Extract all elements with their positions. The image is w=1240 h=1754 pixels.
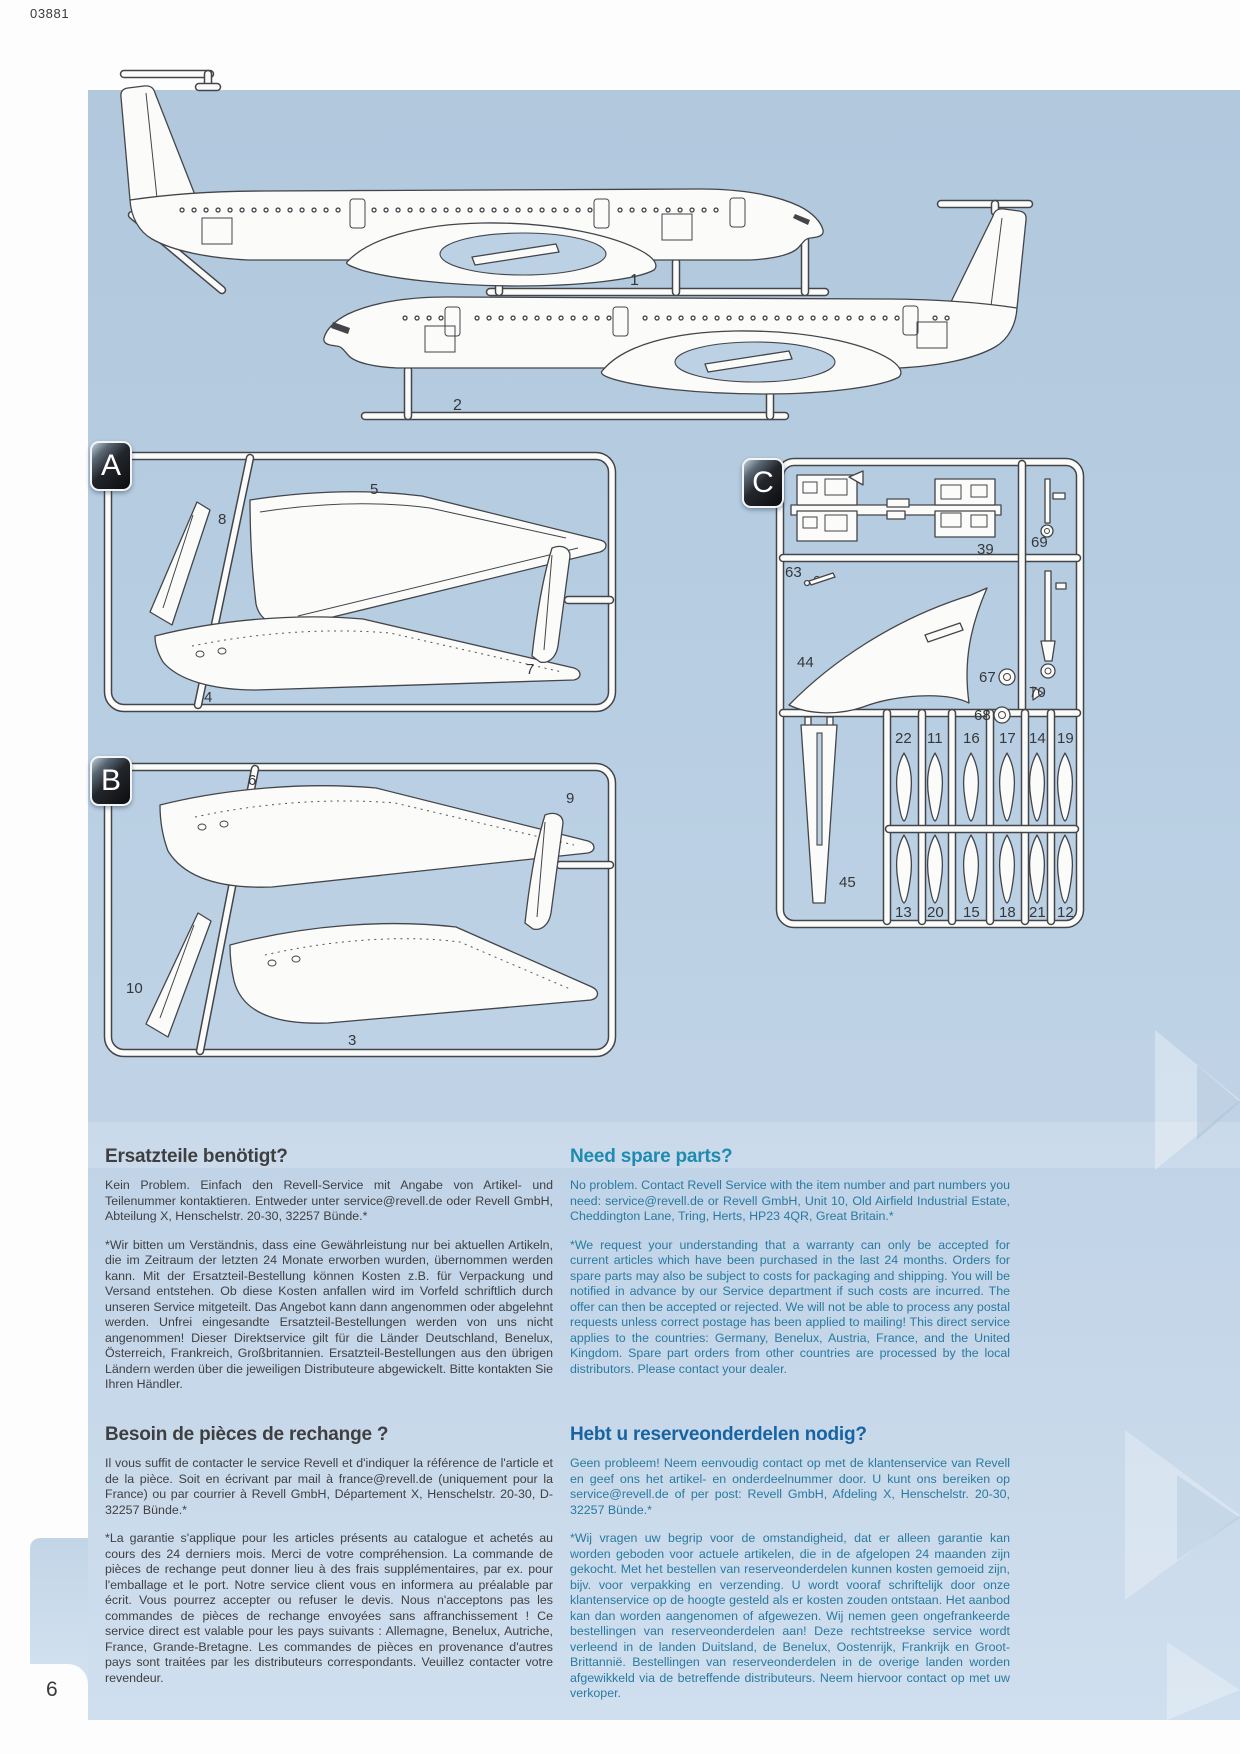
section-german-para2: *Wir bitten um Verständnis, dass eine Gewährleistung nur bei aktuellen Artikeln, die im Zeitraum der letzten 24 Monate erworben wurden, übernommen werden kann. Mit der Ersatzteil-Bestellung können Kosten z.B. für Verpackung und Versand entstehen. Ob diese Kosten anfallen wird im Vorfeld schriftlich durch unseren Service mitgeteilt. Das Angebot kann dann angenommen oder abgelehnt werden. Unfrei eingesandte Ersatzteil-Bestellungen werden von uns nicht angenommen! Dieser Direktservice gilt für die Länder Deutschland, Benelux, Österreich, Frankreich, Großbritannien. Ersatzteil-Bestellungen aus den übrigen Ländern werden über die jeweiligen Distributeure abgewickelt. Bitte kontakten Sie Ihren Händler. (105, 1237, 553, 1391)
part-number-label: 22 (895, 730, 912, 747)
part-number-label: 3 (348, 1032, 357, 1049)
part-number-label: 70 (1029, 684, 1046, 701)
sprue-a-drawing (100, 440, 620, 715)
section-german-para1: Kein Problem. Einfach den Revell-Service mit Angabe von Artikel- und Teilenummer kontaktieren. Entweder unter service@revell.de oder Revell GmbH, Abteilung X, Henschelstr. 20-30, 32257 Bünde.* (105, 1178, 553, 1223)
section-dutch-para2: *Wij vragen uw begrip voor de omstandigheid, dat er alleen garantie kan worden geboden voor actuele artikelen, die in de afgelopen 24 maanden zijn gekocht. Met het bestellen van reserveonderdelen kunnen kosten gemoeid zijn, bijv. voor verpakking en verzending. U wordt vooraf schriftelijk door onze klantenservice op de hoogte gesteld als er kosten zouden ontstaan. Het aanbod kan dan worden aangenomen of afgewezen. Wij nemen geen ongefrankeerde bestellingen van reserveonderdelen aan! Deze rechtstreekse service wordt verleend in de landen Duitsland, de Benelux, Oostenrijk, Frankrijk en Groot-Brittannië. Bestellingen van reserveonderdelen in de overige landen worden afgewikkeld via de betreffende distributeurs. Neem hiervoor contact op met uw verkoper. (570, 1531, 1010, 1700)
sprue-a-badge (90, 441, 132, 491)
part-8-stabilizer (150, 502, 210, 625)
part-10-stabilizer (146, 913, 211, 1037)
section-english-heading: Need spare parts? (570, 1146, 733, 1167)
part-63-small-parts (805, 573, 836, 586)
section-french-para1: Il vous suffit de contacter le service Revell et d'indiquer la référence de l'article et de la pièce. Soit en écrivant par mail à france@revell.de (uniquement pour la France) ou par courrier à Revell GmbH, Département X, Henschelstr. 20-30, D-32257 Bünde.* (105, 1456, 553, 1517)
section-german (105, 1146, 553, 1406)
part-number-label: 15 (963, 904, 980, 921)
sprue-b-drawing (100, 755, 620, 1060)
part-number-label: 5 (370, 481, 379, 498)
section-french-para2: *La garantie s'applique pour les articles présents au catalogue et achetés au cours des 24 derniers mois. Merci de votre compréhension. La commande de pièces de rechange peut donner lieu à des frais supplémentaires, par ex. pour l'emballage et le port. Notre service client vous en informera au préalable par écrit. Vous pourrez accepter ou refuser le devis. Nous n'acceptons pas les commandes de pièces de rechange envoyées sans affranchissement ! Ce service direct est valable pour les pays suivants : Allemagne, Benelux, Autriche, France, Grande-Bretagne. Les commandes de pièces en provenance d'autres pays sont traitées par les distributeurs correspondants. Veuillez contacter votre revendeur. (105, 1531, 553, 1685)
part-number-label: 2 (453, 397, 462, 414)
section-english-para2: *We request your understanding that a warranty can only be accepted for current articles which have been purchased in the last 24 months. Orders for spare parts may also be subject to costs for packaging and shipping. You will be notified in advance by our Service department if such costs are incurred. The offer can then be accepted or rejected. We will not be able to process any postal requests unless correct postage has been applied to mailing! This direct service applies to the countries: Germany, Benelux, Austria, France, and the United Kingdom. Spare part orders from other countries are processed by the local distributors. Please contact your dealer. (570, 1237, 1010, 1376)
fuselage-half-2-drawing (305, 198, 1045, 428)
part-number-label: 18 (999, 904, 1016, 921)
edge-chevron-pattern (1115, 90, 1240, 1720)
part-number-label: 21 (1029, 904, 1046, 921)
part-number-label: 68 (974, 707, 991, 724)
part-44-fairing (789, 588, 987, 713)
part-number-label: 14 (1029, 730, 1046, 747)
part-number-label: 17 (999, 730, 1016, 747)
sprue-c-drawing (775, 455, 1087, 933)
sprue-c-badge (742, 458, 784, 508)
part-number-label: 9 (566, 790, 575, 807)
part-number-label: 16 (963, 730, 980, 747)
page-number-tab (0, 1664, 88, 1754)
part-69-gear (1041, 479, 1065, 537)
part-number-label: 13 (895, 904, 912, 921)
section-dutch (570, 1424, 1010, 1715)
part-number-label: 67 (979, 669, 996, 686)
sprue-b-badge (90, 756, 132, 806)
part-67-wheel (999, 669, 1015, 685)
part-number-label: 19 (1057, 730, 1074, 747)
part-number-label: 11 (927, 730, 943, 747)
sprue-b-badge-letter: B (100, 764, 121, 797)
part-70-gear-leg (1041, 571, 1066, 678)
section-german-heading: Ersatzteile benötigt? (105, 1146, 288, 1167)
part-number-label: 8 (218, 511, 227, 528)
part-45-cone (801, 717, 837, 903)
part-number-label: 10 (126, 980, 143, 997)
part-number-label: 69 (1031, 534, 1048, 551)
part-number-label: 63 (785, 564, 802, 581)
part-number-label: 1 (630, 272, 639, 289)
section-english (570, 1146, 1010, 1390)
part-68-wheel (994, 707, 1010, 723)
part-number-label: 45 (839, 874, 856, 891)
section-dutch-para1: Geen probleem! Neem eenvoudig contact op met de klantenservice van Revell en geef ons het artikel- en onderdeelnummer door. U kunt ons bereiken op service@revell.de of per post: Revell GmbH, Afdeling X, Henschelstr. 20-30, 32257 Bünde.* (570, 1456, 1010, 1517)
product-code: 03881 (30, 6, 70, 21)
part-number-label: 4 (204, 689, 213, 706)
part-number-label: 7 (526, 661, 535, 678)
part-number-label: 12 (1057, 904, 1074, 921)
part-number-label: 20 (927, 904, 944, 921)
section-french (105, 1424, 553, 1699)
sprue-a-badge-letter: A (100, 449, 121, 482)
section-french-heading: Besoin de pièces de rechange ? (105, 1424, 389, 1445)
section-english-para1: No problem. Contact Revell Service with the item number and part numbers you need: service@revell.de or Revell GmbH, Unit 10, Old Airfield Industrial Estate, Cheddington Lane, Tring, Herts, HP23 4QR, Great Britain.* (570, 1178, 1010, 1223)
sprue-c-badge-letter: C (752, 466, 774, 499)
page-number: 6 (46, 1678, 58, 1701)
tail-fin-1 (121, 86, 197, 200)
section-dutch-heading: Hebt u reserveonderdelen nodig? (570, 1424, 867, 1445)
part-39-wing-box (791, 471, 1001, 541)
part-6-wing (160, 786, 594, 887)
part-number-label: 44 (797, 654, 814, 671)
tail-fin-2 (948, 209, 1026, 308)
part-number-label: 39 (977, 541, 994, 558)
part-number-label: 6 (248, 772, 257, 789)
